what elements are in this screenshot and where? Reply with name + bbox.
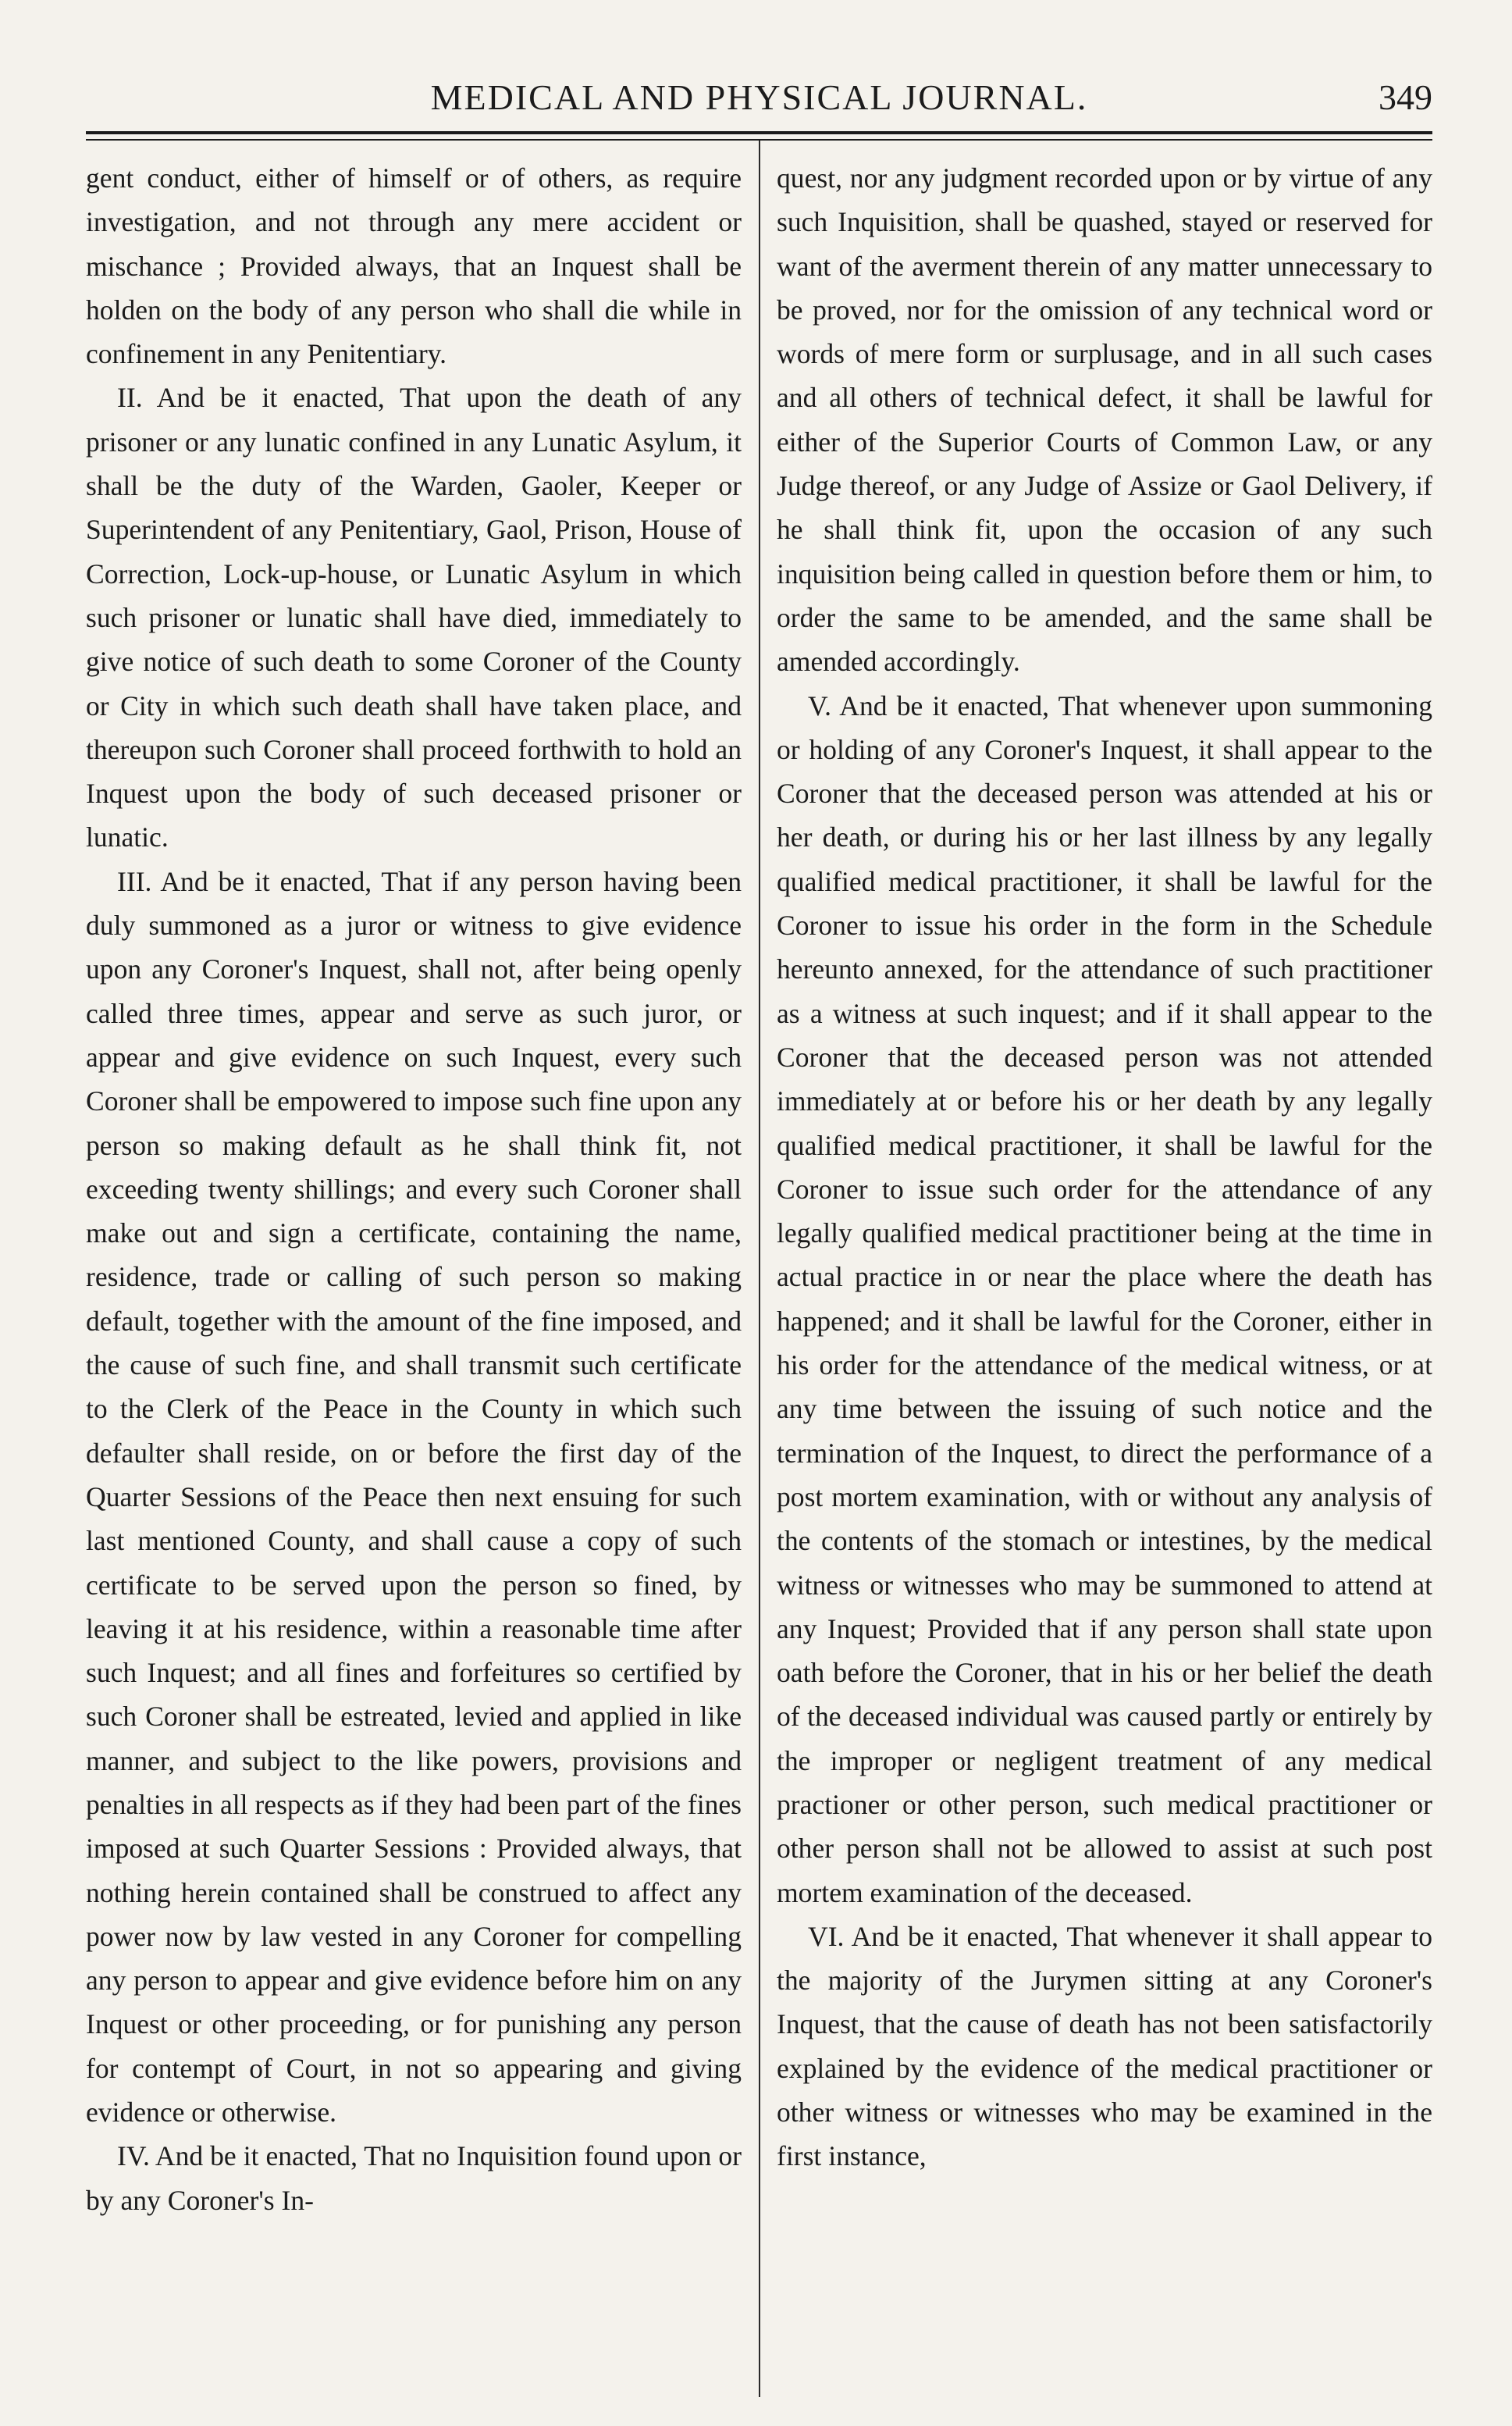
paragraph-continuation: gent conduct, either of himself or of others, as require investigation, and not through any mere accident or mischance ; Provided always, that an Inquest shall be holden on the body of any person who shall die while in confinement in any Penitentiary. <box>86 162 742 370</box>
header-rule-thick <box>86 131 1432 134</box>
paragraph-section-iv: IV. And be it enacted, That no Inquisition found upon or by any Coroner's In- <box>86 2140 742 2216</box>
paragraph-section-iii: III. And be it enacted, That if any person having been duly summoned as a juror or witness to give evidence upon any Coroner's Inquest, shall not, after being openly called three times, appear and serve as such juror, or appear and give evidence on such Inquest, every such Coroner shall be empowered to impose such fine upon any person so making default as he shall think fit, not exceeding twenty shillings; and every such Coroner shall make out and sign a certificate, containing the name, residence, trade or calling of such person so making default, together with the amount of the fine imposed, and the cause of such fine, and shall transmit such certificate to the Clerk of the Peace in the County in which such defaulter shall reside, on or before the first day of the Quarter Sessions of the Peace then next ensuing for such last mentioned County, and shall cause a copy of such certificate to be served upon the person so fined, by leaving it at his residence, within a reasonable time after such Inquest; and all fines and forfeitures so certified by such Coroner shall be estreated, levied and applied in like manner, and subject to the like powers, provisions and penalties in all respects as if they had been part of the fines imposed at such Quarter Sessions : Provided always, that nothing herein contained shall be construed to affect any power now by law vested in any Coroner for compelling any person to appear and give evidence before him on any Inquest or other proceeding, or for punishing any person for contempt of Court, in not so appearing and giving evidence or otherwise. <box>86 865 742 2129</box>
right-column <box>777 156 1432 2397</box>
paragraph-section-vi: VI. And be it enacted, That whenever it shall appear to the majority of the Jurymen sitting at any Coroner's Inquest, that the cause of death has not been satisfactorily explained by the evidence of the medical practitioner or other witness or witnesses who may be examined in the first instance, <box>777 1920 1432 2172</box>
paragraph-section-ii: II. And be it enacted, That upon the death of any prisoner or any lunatic confined in any Lunatic Asylum, it shall be the duty of the Warden, Gaoler, Keeper or Superintendent of any Penitentiary, Gaol, Prison, House of Correction, Lock-up-house, or Lunatic Asylum in which such prisoner or lunatic shall have died, immediately to give notice of such death to some Coroner of the County or City in which such death shall have taken place, and thereupon such Coroner shall proceed forthwith to hold an Inquest upon the body of such deceased prisoner or lunatic. <box>86 382 742 853</box>
page-number: 349 <box>1379 77 1432 117</box>
text-columns <box>86 156 1432 2397</box>
journal-page <box>86 70 1432 2397</box>
page-header <box>86 70 1432 133</box>
running-title: MEDICAL AND PHYSICAL JOURNAL. <box>430 77 1088 117</box>
left-column <box>86 156 742 2397</box>
paragraph-continuation-right: quest, nor any judgment recorded upon or by virtue of any such Inquisition, shall be quashed, stayed or reserved for want of the averment therein of any matter unnecessary to be proved, nor for the omission of any technical word or words of mere form or surplusage, and in all such cases and all others of technical defect, it shall be lawful for either of the Superior Courts of Common Law, or any Judge thereof, or any Judge of Assize or Gaol Delivery, if he shall think fit, upon the occasion of any such inquisition being called in question before them or him, to order the same to be amended, and the same shall be amended accordingly. <box>777 162 1432 678</box>
column-divider <box>759 141 760 2397</box>
paragraph-section-v: V. And be it enacted, That whenever upon summoning or holding of any Coroner's Inquest, it shall appear to the Coroner that the deceased person was attended at his or her death, or during his or her last illness by any legally qualified medical practitioner, it shall be lawful for the Coroner to issue his order in the form in the Schedule hereunto annexed, for the attendance of such practitioner as a witness at such inquest; and if it shall appear to the Coroner that the deceased person was not attended immediately at or before his or her death by any legally qualified medical practitioner, it shall be lawful for the Coroner to issue such order for the attendance of any legally qualified medical practitioner being at the time in actual practice in or near the place where the death has happened; and it shall be lawful for the Coroner, either in his order for the attendance of the medical witness, or at any time between the issuing of such notice and the termination of the Inquest, to direct the performance of a post mortem examination, with or without any analysis of the contents of the stomach or intestines, by the medical witness or witnesses who may be summoned to attend at any Inquest; Provided that if any person shall state upon oath before the Coroner, that in his or her belief the death of the deceased individual was caused partly or entirely by the improper or negligent treatment of any medical practioner or other person, such medical practitioner or other person shall not be allowed to assist at such post mortem examination of the deceased. <box>777 689 1432 1908</box>
